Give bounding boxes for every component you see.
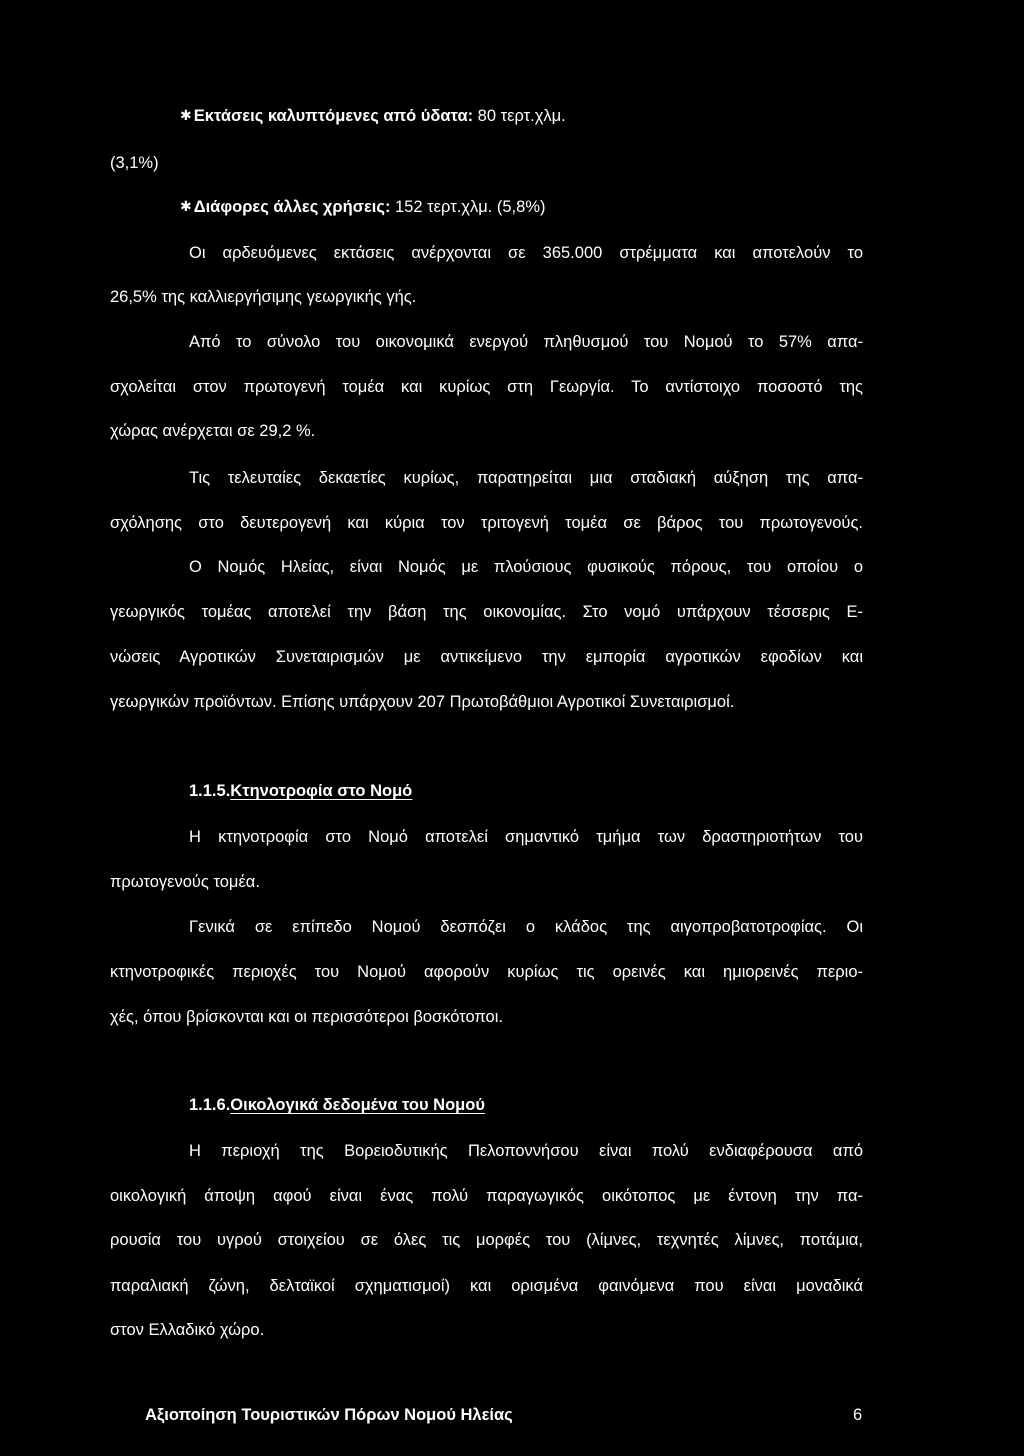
paragraph-line: 26,5% της καλλιεργήσιμης γεωργικής γής.	[110, 288, 417, 306]
paragraph-line: σχολείται στον πρωτογενή τομέα και κυρίως στη Γεωργία. Το αντίστοιχο ποσοστό της	[110, 378, 863, 396]
paragraph-line: Γενικά σε επίπεδο Νομού δεσπόζει ο κλάδος της αιγοπροβατοτροφίας. Οι	[189, 918, 863, 936]
paragraph-line: κτηνοτροφικές περιοχές του Νομού αφορούν κυρίως τις ορεινές και ημιορεινές περιο-	[110, 963, 863, 981]
section-heading-1-1-5	[189, 781, 412, 801]
bullet-other-uses	[180, 197, 545, 217]
paragraph-line: γεωργικός τομέας αποτελεί την βάση της οικονομίας. Στο νομό υπάρχουν τέσσερις Ε-	[110, 603, 863, 621]
paragraph-line: σχόλησης στο δευτερογενή και κύρια τον τριτογενή τομέα σε βάρος του πρωτογενούς.	[110, 514, 863, 532]
paragraph-line: Η κτηνοτροφία στο Νομό αποτελεί σημαντικό τμήμα των δραστηριοτήτων του	[189, 828, 863, 846]
bullet-water-percent: (3,1%)	[110, 154, 159, 172]
paragraph-line: οικολογική άποψη αφού είναι ένας πολύ παραγωγικός οικότοπος με έντονη την πα-	[110, 1187, 863, 1205]
paragraph-line: χές, όπου βρίσκονται και οι περισσότεροι βοσκότοποι.	[110, 1008, 503, 1026]
paragraph-line: νώσεις Αγροτικών Συνεταιρισμών με αντικείμενο την εμπορία αγροτικών εφοδίων και	[110, 648, 863, 666]
paragraph-line: ρουσία του υγρού στοιχείου σε όλες τις μορφές του (λίμνες, τεχνητές λίμνες, ποτάμια,	[110, 1231, 863, 1249]
paragraph-line: Τις τελευταίες δεκαετίες κυρίως, παρατηρείται μια σταδιακή αύξηση της απα-	[189, 469, 863, 487]
section-title: Οικολογικά δεδομένα του Νομού	[230, 1096, 485, 1114]
paragraph-line: Από το σύνολο του οικονομικά ενεργού πληθυσμού του Νομού το 57% απα-	[189, 333, 863, 351]
paragraph-line: παραλιακή ζώνη, δελταϊκοί σχηματισμοί) και ορισμένα φαινόμενα που είναι μοναδικά	[110, 1277, 863, 1295]
paragraph-line: χώρας ανέρχεται σε 29,2 %.	[110, 422, 316, 440]
bullet-label: Εκτάσεις καλυπτόμενες από ύδατα:	[193, 107, 474, 125]
section-number: 1.1.6.	[189, 1096, 231, 1114]
paragraph-line: Ο Νομός Ηλείας, είναι Νομός με πλούσιους φυσικούς πόρους, του οποίου ο	[189, 558, 863, 576]
footer-title: Αξιοποίηση Τουριστικών Πόρων Νομού Ηλείας	[145, 1406, 513, 1424]
section-number: 1.1.5.	[189, 782, 231, 800]
paragraph-line: Η περιοχή της Βορειοδυτικής Πελοποννήσου είναι πολύ ενδιαφέρουσα από	[189, 1142, 863, 1160]
bullet-value: 152 τερτ.χλμ. (5,8%)	[390, 198, 546, 216]
asterisk-bullet-icon: ✱	[180, 107, 192, 123]
paragraph-line: στον Ελλαδικό χώρο.	[110, 1321, 265, 1339]
bullet-label: Διάφορες άλλες χρήσεις:	[193, 198, 391, 216]
paragraph-line: γεωργικών προϊόντων. Επίσης υπάρχουν 207 Πρωτοβάθμιοι Αγροτικοί Συνεταιρισμοί.	[110, 693, 735, 711]
page-number: 6	[853, 1406, 863, 1424]
paragraph-line: Οι αρδευόμενες εκτάσεις ανέρχονται σε 365.000 στρέμματα και αποτελούν το	[189, 244, 863, 262]
section-heading-1-1-6	[189, 1095, 485, 1115]
paragraph-line: πρωτογενούς τομέα.	[110, 873, 260, 891]
bullet-water-areas	[180, 106, 566, 126]
bullet-value: 80 τερτ.χλμ.	[473, 107, 566, 125]
asterisk-bullet-icon: ✱	[180, 198, 192, 214]
section-title: Κτηνοτροφία στο Νομό	[230, 782, 413, 800]
